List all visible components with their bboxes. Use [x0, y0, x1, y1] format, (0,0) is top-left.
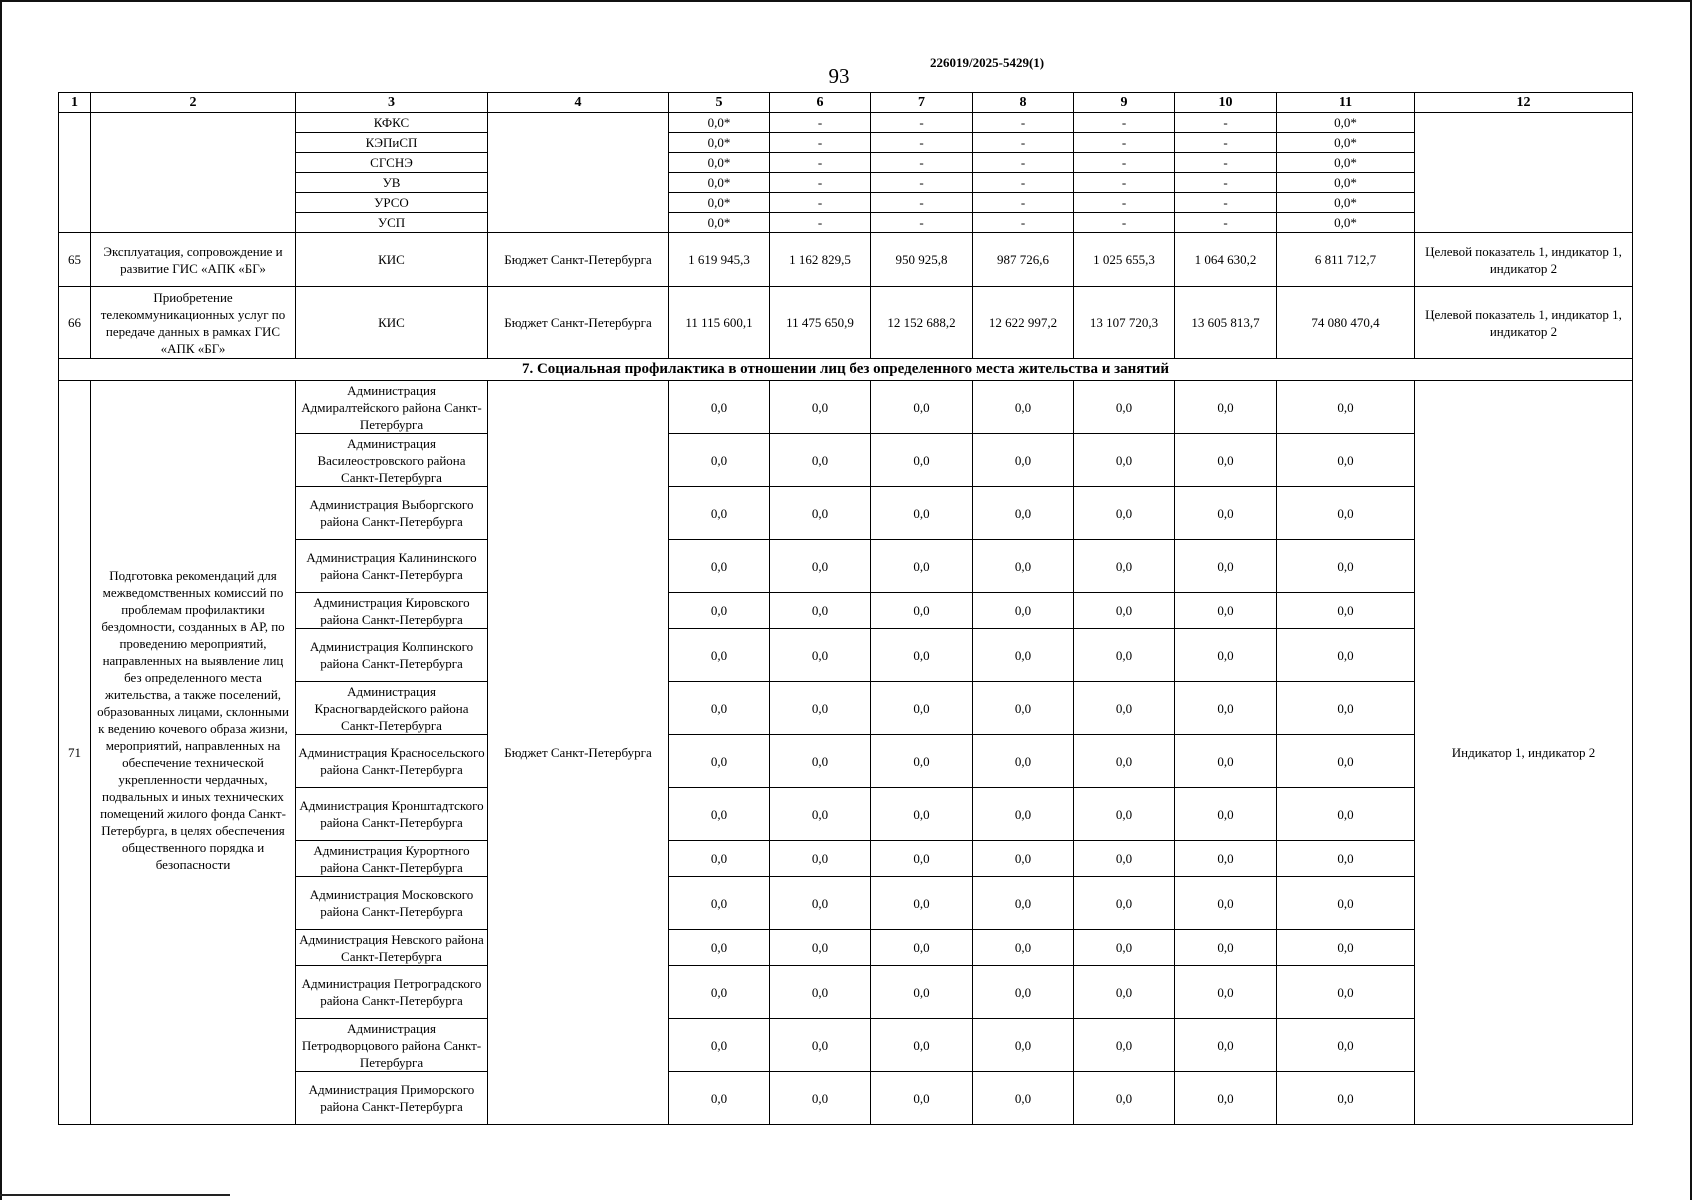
value-cell: 0,0 [973, 540, 1074, 593]
header-row [59, 93, 1633, 113]
executor-cell: УВ [296, 173, 488, 193]
value-cell: 0,0 [669, 629, 770, 682]
value-cell: 1 025 655,3 [1074, 233, 1175, 287]
value-cell: 0,0 [669, 966, 770, 1019]
value-cell: 0,0 [1074, 629, 1175, 682]
executor-cell: КИС [296, 233, 488, 287]
value-cell: 0,0* [669, 173, 770, 193]
value-cell: - [973, 193, 1074, 213]
value-cell: 0,0 [871, 788, 973, 841]
value-cell: 0,0 [669, 930, 770, 966]
district-row [59, 735, 1633, 788]
header-cell: 5 [669, 93, 770, 113]
district-administration-cell: Администрация Петродворцового района Санкт-Петербурга [296, 1019, 488, 1072]
value-cell: 0,0* [1277, 133, 1415, 153]
value-cell: 0,0 [770, 788, 871, 841]
district-administration-cell: Администрация Невского района Санкт-Петербурга [296, 930, 488, 966]
value-cell: 0,0 [1175, 381, 1277, 434]
value-cell: 0,0 [1277, 381, 1415, 434]
value-cell: 0,0 [770, 735, 871, 788]
district-row [59, 381, 1633, 434]
description-cell: Эксплуатация, сопровождение и развитие ГИС «АПК «БГ» [91, 233, 296, 287]
district-row [59, 629, 1633, 682]
value-cell: 0,0 [973, 487, 1074, 540]
value-cell: - [1074, 153, 1175, 173]
value-cell: 0,0 [1074, 434, 1175, 487]
value-cell: 74 080 470,4 [1277, 287, 1415, 359]
value-cell: 0,0 [871, 682, 973, 735]
district-administration-cell: Администрация Петроградского района Санкт-Петербурга [296, 966, 488, 1019]
value-cell: 0,0 [669, 381, 770, 434]
value-cell: - [1175, 193, 1277, 213]
district-row [59, 682, 1633, 735]
value-cell: 0,0 [1277, 841, 1415, 877]
value-cell: 0,0 [770, 593, 871, 629]
value-cell: - [871, 213, 973, 233]
page-border-top [0, 0, 1692, 2]
value-cell: 0,0 [871, 629, 973, 682]
value-cell: 6 811 712,7 [1277, 233, 1415, 287]
header-cell: 6 [770, 93, 871, 113]
description-cell: Подготовка рекомендаций для межведомственных комиссий по проблемам профилактики бездомности, созданных в АР, по проведению мероприятий, направленных на выявление лиц без определенного места жительства, а также поселений, образованных лицами, склонными к ведению кочевого образа жизни, мероприятий, направленных на обеспечение технической укрепленности чердачных, подвальных и иных технических помещений жилого фонда Санкт-Петербурга, в целях обеспечения общественного порядка и безопасности [91, 381, 296, 1125]
district-administration-cell: Администрация Кронштадтского района Санкт-Петербурга [296, 788, 488, 841]
table-row [59, 213, 1633, 233]
value-cell: 12 622 997,2 [973, 287, 1074, 359]
value-cell: - [770, 133, 871, 153]
value-cell: 13 107 720,3 [1074, 287, 1175, 359]
district-row [59, 1019, 1633, 1072]
value-cell: 0,0 [1277, 1072, 1415, 1125]
value-cell: 0,0 [1277, 966, 1415, 1019]
value-cell: 0,0 [1074, 682, 1175, 735]
value-cell: 1 162 829,5 [770, 233, 871, 287]
value-cell: 0,0 [1277, 682, 1415, 735]
district-administration-cell: Администрация Калининского района Санкт-Петербурга [296, 540, 488, 593]
value-cell: - [770, 173, 871, 193]
value-cell: 11 475 650,9 [770, 287, 871, 359]
value-cell: 0,0* [1277, 173, 1415, 193]
funding-source-cell [488, 113, 669, 233]
value-cell: 0,0 [1175, 841, 1277, 877]
value-cell: 0,0 [1175, 1019, 1277, 1072]
value-cell: 0,0 [871, 487, 973, 540]
value-cell: - [1175, 153, 1277, 173]
value-cell: 0,0 [1074, 487, 1175, 540]
value-cell: - [871, 133, 973, 153]
value-cell: 0,0 [770, 487, 871, 540]
value-cell: 1 064 630,2 [1175, 233, 1277, 287]
item-number-cell: 66 [59, 287, 91, 359]
value-cell: - [973, 113, 1074, 133]
value-cell: 0,0* [1277, 153, 1415, 173]
value-cell: 0,0 [1175, 966, 1277, 1019]
value-cell: - [1074, 213, 1175, 233]
footer-rule [0, 1194, 230, 1196]
value-cell: - [1074, 133, 1175, 153]
funding-source-cell: Бюджет Санкт-Петербурга [488, 287, 669, 359]
value-cell: 0,0* [1277, 113, 1415, 133]
district-administration-cell: Администрация Выборгского района Санкт-Петербурга [296, 487, 488, 540]
executor-cell: КФКС [296, 113, 488, 133]
value-cell: 12 152 688,2 [871, 287, 973, 359]
district-administration-cell: Администрация Курортного района Санкт-Петербурга [296, 841, 488, 877]
value-cell: 0,0 [1277, 930, 1415, 966]
value-cell: 0,0 [1277, 1019, 1415, 1072]
district-row [59, 877, 1633, 930]
value-cell: 0,0 [1074, 1019, 1175, 1072]
value-cell: 13 605 813,7 [1175, 287, 1277, 359]
table-row-66 [59, 287, 1633, 359]
header-cell: 8 [973, 93, 1074, 113]
section-heading-row [59, 359, 1633, 381]
value-cell: 0,0 [973, 735, 1074, 788]
value-cell: 0,0 [1074, 930, 1175, 966]
district-row [59, 593, 1633, 629]
value-cell: 0,0* [1277, 213, 1415, 233]
value-cell: 0,0 [770, 434, 871, 487]
page-border-left [0, 0, 2, 1200]
indicator-cell [1415, 113, 1633, 233]
value-cell: 11 115 600,1 [669, 287, 770, 359]
item-number-cell: 65 [59, 233, 91, 287]
district-row [59, 487, 1633, 540]
header-cell: 3 [296, 93, 488, 113]
table-row [59, 153, 1633, 173]
value-cell: 0,0 [669, 788, 770, 841]
value-cell: - [770, 213, 871, 233]
value-cell: 0,0 [1074, 841, 1175, 877]
value-cell: 0,0 [770, 381, 871, 434]
value-cell: - [1175, 133, 1277, 153]
value-cell: - [973, 173, 1074, 193]
table-row [59, 113, 1633, 133]
indicator-cell: Целевой показатель 1, индикатор 1, индикатор 2 [1415, 233, 1633, 287]
table-row [59, 173, 1633, 193]
value-cell: 0,0 [669, 434, 770, 487]
document-id: 226019/2025-5429(1) [930, 55, 1045, 70]
description-cell [91, 113, 296, 233]
value-cell: 0,0 [770, 1019, 871, 1072]
section-title: 7. Социальная профилактика в отношении лиц без определенного места жительства и занятий [59, 359, 1633, 381]
value-cell: 950 925,8 [871, 233, 973, 287]
district-administration-cell: Администрация Красногвардейского района Санкт-Петербурга [296, 682, 488, 735]
indicator-cell: Индикатор 1, индикатор 2 [1415, 381, 1633, 1125]
value-cell: 0,0 [871, 381, 973, 434]
value-cell: 0,0 [1074, 593, 1175, 629]
value-cell: 0,0 [973, 682, 1074, 735]
value-cell: 0,0 [1277, 788, 1415, 841]
value-cell: 0,0 [1074, 735, 1175, 788]
header-cell: 10 [1175, 93, 1277, 113]
value-cell: 0,0* [669, 113, 770, 133]
value-cell: - [1074, 173, 1175, 193]
value-cell: 0,0 [1175, 593, 1277, 629]
value-cell: 0,0 [973, 593, 1074, 629]
value-cell: 0,0 [669, 682, 770, 735]
district-administration-cell: Администрация Кировского района Санкт-Петербурга [296, 593, 488, 629]
value-cell: 0,0 [669, 593, 770, 629]
district-administration-cell: Администрация Московского района Санкт-Петербурга [296, 877, 488, 930]
value-cell: 0,0 [1175, 1072, 1277, 1125]
value-cell: - [770, 153, 871, 173]
program-table [58, 92, 1633, 1125]
value-cell: 0,0 [871, 966, 973, 1019]
value-cell: 987 726,6 [973, 233, 1074, 287]
funding-source-cell: Бюджет Санкт-Петербурга [488, 381, 669, 1125]
value-cell: 0,0 [770, 877, 871, 930]
value-cell: 0,0 [1175, 682, 1277, 735]
value-cell: 0,0 [871, 434, 973, 487]
value-cell: 0,0 [871, 1019, 973, 1072]
value-cell: 0,0 [669, 487, 770, 540]
executor-cell: КЭПиСП [296, 133, 488, 153]
district-row [59, 966, 1633, 1019]
value-cell: 0,0 [669, 877, 770, 930]
value-cell: - [871, 153, 973, 173]
value-cell: - [1074, 193, 1175, 213]
value-cell: 0,0 [1175, 877, 1277, 930]
value-cell: 0,0 [973, 966, 1074, 1019]
description-cell: Приобретение телекоммуникационных услуг по передаче данных в рамках ГИС «АПК «БГ» [91, 287, 296, 359]
value-cell: 0,0 [973, 434, 1074, 487]
value-cell: 0,0 [1175, 735, 1277, 788]
value-cell: 0,0 [669, 841, 770, 877]
value-cell: 0,0 [770, 966, 871, 1019]
value-cell: - [1175, 213, 1277, 233]
value-cell: 0,0 [770, 682, 871, 735]
value-cell: 0,0 [871, 593, 973, 629]
value-cell: 0,0 [871, 1072, 973, 1125]
value-cell: 0,0* [669, 193, 770, 213]
value-cell: 0,0 [973, 877, 1074, 930]
value-cell: 0,0 [871, 930, 973, 966]
value-cell: 0,0 [871, 540, 973, 593]
district-administration-cell: Администрация Приморского района Санкт-Петербурга [296, 1072, 488, 1125]
value-cell: 0,0 [1074, 1072, 1175, 1125]
district-administration-cell: Администрация Колпинского района Санкт-Петербурга [296, 629, 488, 682]
executor-cell: УРСО [296, 193, 488, 213]
executor-cell: УСП [296, 213, 488, 233]
district-row [59, 434, 1633, 487]
value-cell: 0,0 [1277, 593, 1415, 629]
value-cell: 0,0 [1175, 434, 1277, 487]
header-cell: 7 [871, 93, 973, 113]
value-cell: 0,0 [770, 841, 871, 877]
district-administration-cell: Администрация Василеостровского района Санкт-Петербурга [296, 434, 488, 487]
executor-cell: СГСНЭ [296, 153, 488, 173]
district-row [59, 1072, 1633, 1125]
value-cell: 0,0 [1277, 540, 1415, 593]
value-cell: 0,0 [770, 930, 871, 966]
value-cell: 0,0 [1175, 487, 1277, 540]
indicator-cell: Целевой показатель 1, индикатор 1, индикатор 2 [1415, 287, 1633, 359]
value-cell: 0,0 [770, 629, 871, 682]
value-cell: 0,0 [973, 629, 1074, 682]
value-cell: 0,0 [669, 540, 770, 593]
value-cell: - [1074, 113, 1175, 133]
value-cell: 0,0 [1277, 629, 1415, 682]
value-cell: - [1175, 173, 1277, 193]
value-cell: 0,0 [1074, 966, 1175, 1019]
value-cell: 0,0 [1074, 788, 1175, 841]
value-cell: 0,0 [1074, 540, 1175, 593]
value-cell: 0,0 [973, 1019, 1074, 1072]
header-cell: 4 [488, 93, 669, 113]
value-cell: 0,0 [669, 1019, 770, 1072]
value-cell: - [973, 153, 1074, 173]
value-cell: 0,0 [1277, 735, 1415, 788]
value-cell: 0,0 [1175, 629, 1277, 682]
funding-source-cell: Бюджет Санкт-Петербурга [488, 233, 669, 287]
value-cell: - [1175, 113, 1277, 133]
item-number-cell [59, 113, 91, 233]
value-cell: 0,0 [871, 877, 973, 930]
table-row [59, 193, 1633, 213]
table-row-65 [59, 233, 1633, 287]
value-cell: 0,0* [669, 153, 770, 173]
value-cell: 0,0 [669, 735, 770, 788]
executor-cell: КИС [296, 287, 488, 359]
header-cell: 2 [91, 93, 296, 113]
value-cell: 1 619 945,3 [669, 233, 770, 287]
value-cell: - [871, 193, 973, 213]
district-administration-cell: Администрация Адмиралтейского района Санкт-Петербурга [296, 381, 488, 434]
value-cell: 0,0* [669, 133, 770, 153]
value-cell: - [973, 213, 1074, 233]
value-cell: 0,0 [1277, 434, 1415, 487]
header-cell: 11 [1277, 93, 1415, 113]
value-cell: - [770, 113, 871, 133]
value-cell: 0,0* [1277, 193, 1415, 213]
value-cell: 0,0* [669, 213, 770, 233]
value-cell: 0,0 [770, 540, 871, 593]
value-cell: 0,0 [770, 1072, 871, 1125]
value-cell: 0,0 [973, 930, 1074, 966]
value-cell: 0,0 [871, 841, 973, 877]
header-cell: 1 [59, 93, 91, 113]
value-cell: 0,0 [1277, 487, 1415, 540]
item-number-cell: 71 [59, 381, 91, 1125]
district-row [59, 788, 1633, 841]
value-cell: - [973, 133, 1074, 153]
value-cell: 0,0 [669, 1072, 770, 1125]
value-cell: - [871, 173, 973, 193]
value-cell: 0,0 [1074, 877, 1175, 930]
header-cell: 9 [1074, 93, 1175, 113]
table-row [59, 133, 1633, 153]
page-number: 93 [828, 64, 850, 88]
value-cell: 0,0 [1074, 381, 1175, 434]
value-cell: 0,0 [973, 841, 1074, 877]
district-row [59, 841, 1633, 877]
value-cell: 0,0 [973, 788, 1074, 841]
value-cell: 0,0 [973, 1072, 1074, 1125]
district-administration-cell: Администрация Красносельского района Санкт-Петербурга [296, 735, 488, 788]
district-row [59, 540, 1633, 593]
value-cell: 0,0 [1175, 788, 1277, 841]
value-cell: 0,0 [871, 735, 973, 788]
district-row [59, 930, 1633, 966]
value-cell: - [871, 113, 973, 133]
value-cell: 0,0 [973, 381, 1074, 434]
header-cell: 12 [1415, 93, 1633, 113]
value-cell: 0,0 [1175, 540, 1277, 593]
value-cell: 0,0 [1277, 877, 1415, 930]
value-cell: 0,0 [1175, 930, 1277, 966]
value-cell: - [770, 193, 871, 213]
